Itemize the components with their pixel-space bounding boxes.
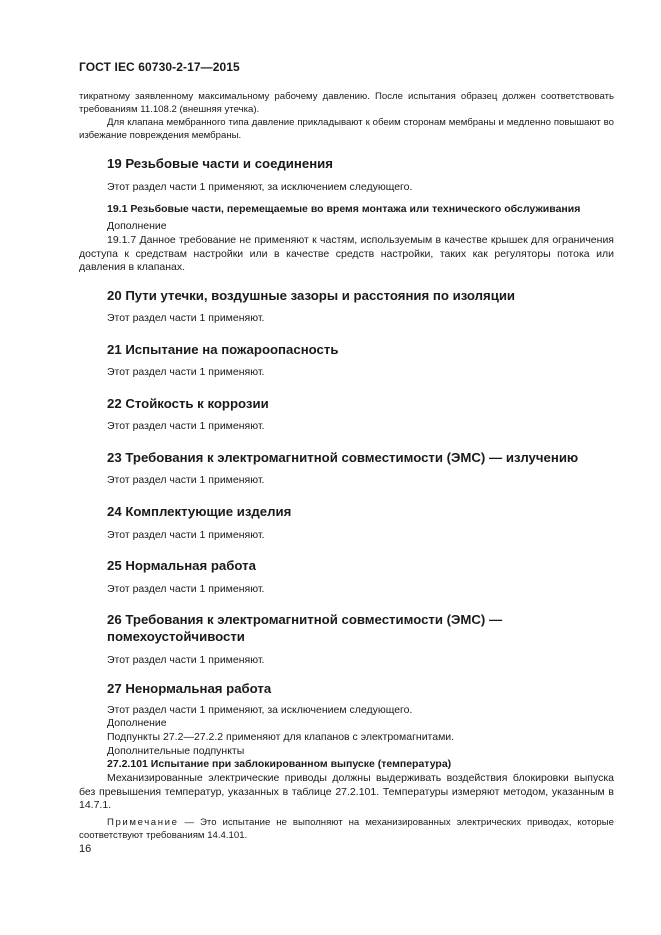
section-27-text: Этот раздел части 1 применяют, за исключением следующего. (107, 704, 413, 716)
section-24-text: Этот раздел части 1 применяют. (107, 529, 265, 541)
section-27-note (79, 817, 614, 842)
section-19-text: Этот раздел части 1 применяют, за исключением следующего. (107, 181, 413, 193)
intro-paragraph-1: тикратному заявленному максимальному рабочему давлению. После испытания образец должен соответствовать требованиям 11.108.2 (внешняя утечка). (79, 91, 614, 115)
section-26-title-line-1: 26 Требования к электромагнитной совместимости (ЭМС) — (107, 612, 503, 627)
section-27-2-101-paragraph: Механизированные электрические приводы должны выдерживать воздействия блокировки выпуска без превышения температур, указанных в таблице 27.2.101. Температуры измеряют методом, указанным в 14.7.1. (79, 772, 614, 812)
section-25-text: Этот раздел части 1 применяют. (107, 583, 265, 595)
note-label: Примечание (107, 817, 179, 828)
section-27-extra-subitems: Дополнительные подпункты (107, 745, 245, 757)
intro-paragraph-2: Для клапана мембранного типа давление прикладывают к обеим сторонам мембраны и медленно повышают во избежание повреждения мембраны. (79, 117, 614, 141)
section-21-title: 21 Испытание на пожароопасность (107, 342, 339, 357)
section-19-title: 19 Резьбовые части и соединения (107, 156, 333, 171)
section-25-title: 25 Нормальная работа (107, 558, 256, 573)
section-19-1-7-paragraph: 19.1.7 Данное требование не применяют к частям, используемым в качестве крышек для ограничения доступа к средствам настройки или в качестве средств настройки, таких как регуляторы потока или давления в клапанах. (79, 234, 614, 274)
document-header: ГОСТ IEC 60730-2-17—2015 (79, 60, 240, 74)
section-27-subitems: Подпункты 27.2—27.2.2 применяют для клапанов с электромагнитами. (107, 731, 455, 743)
section-22-text: Этот раздел части 1 применяют. (107, 420, 265, 432)
section-27-2-101-title: 27.2.101 Испытание при заблокированном выпуске (температура) (107, 758, 452, 770)
section-21-text: Этот раздел части 1 применяют. (107, 366, 265, 378)
section-27-addition: Дополнение (107, 717, 167, 729)
section-26-text: Этот раздел части 1 применяют. (107, 654, 265, 666)
section-20-title: 20 Пути утечки, воздушные зазоры и расстояния по изоляции (107, 288, 516, 303)
section-26-title-line-2: помехоустойчивости (107, 629, 245, 644)
section-19-addition: Дополнение (107, 220, 167, 232)
section-24-title: 24 Комплектующие изделия (107, 504, 292, 519)
section-23-text: Этот раздел части 1 применяют. (107, 474, 265, 486)
section-19-1-title: 19.1 Резьбовые части, перемещаемые во время монтажа или технического обслуживания (107, 203, 581, 215)
note-text: — Это испытание не выполняют на механизированных электрических приводах, которые соответствуют требованиям 14.4.101. (79, 817, 614, 841)
page-number: 16 (79, 843, 92, 855)
section-23-title: 23 Требования к электромагнитной совместимости (ЭМС) — излучению (107, 450, 579, 465)
section-20-text: Этот раздел части 1 применяют. (107, 312, 265, 324)
section-22-title: 22 Стойкость к коррозии (107, 396, 269, 411)
section-27-title: 27 Ненормальная работа (107, 681, 272, 696)
